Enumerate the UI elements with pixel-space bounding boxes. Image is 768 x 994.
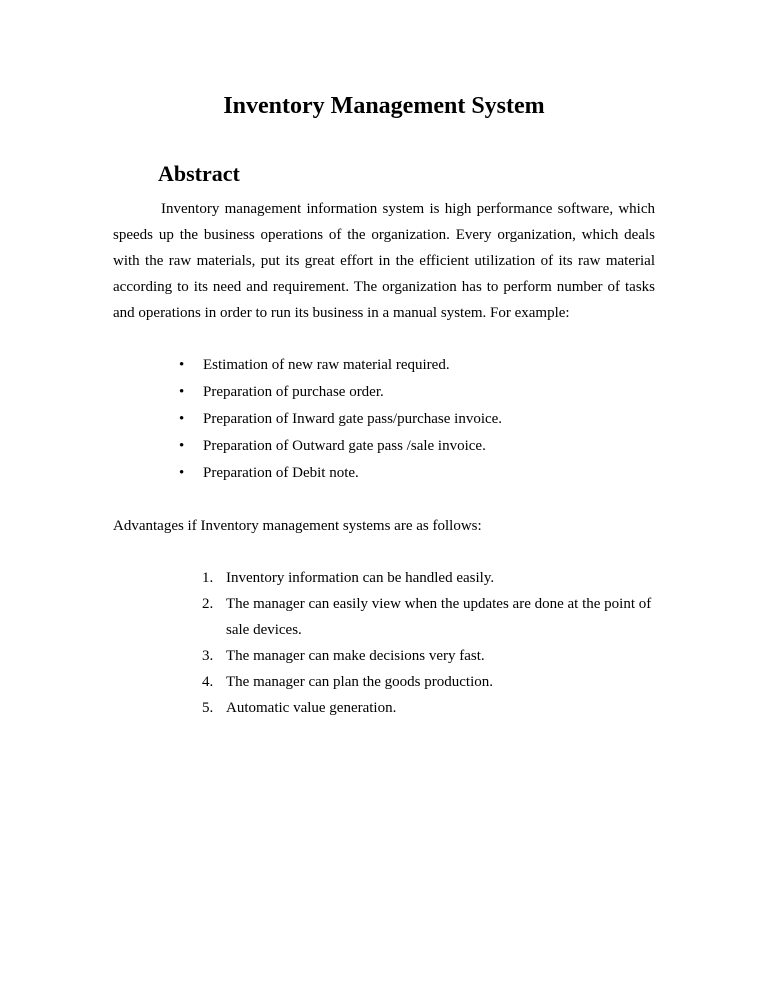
advantages-intro: Advantages if Inventory management systems are as follows:	[113, 518, 482, 534]
advantage-number: 4.	[202, 674, 214, 690]
bullet-item	[113, 406, 502, 433]
advantage-number: 1.	[202, 570, 214, 586]
bullet-item	[113, 352, 502, 379]
bullet-item-text: Preparation of Inward gate pass/purchase invoice.	[203, 411, 503, 427]
bullet-item-text: Estimation of new raw material required.	[203, 357, 450, 373]
advantage-item	[200, 695, 660, 721]
abstract-heading: Abstract	[158, 161, 240, 186]
advantage-number: 5.	[202, 700, 214, 716]
bullet-item-text: Preparation of Debit note.	[203, 465, 359, 481]
advantage-item	[200, 591, 660, 643]
bullet-item	[113, 379, 502, 406]
bullet-item	[113, 433, 502, 460]
advantage-item	[200, 643, 660, 669]
document-title: Inventory Management System	[223, 93, 545, 119]
advantage-text: The manager can easily view when the updates are done at the point of sale devices.	[226, 596, 652, 638]
advantage-item	[200, 565, 660, 591]
advantage-text: The manager can plan the goods production.	[226, 674, 493, 690]
advantage-number: 3.	[202, 648, 214, 664]
advantages-list	[200, 565, 660, 721]
advantage-number: 2.	[202, 596, 214, 612]
bullet-item-text: Preparation of Outward gate pass /sale invoice.	[203, 438, 486, 454]
bullet-point-icon: •	[179, 438, 185, 454]
task-bullet-list	[113, 352, 502, 487]
bullet-item-text: Preparation of purchase order.	[203, 384, 384, 400]
bullet-point-icon: •	[179, 357, 185, 373]
bullet-point-icon: •	[179, 384, 185, 400]
advantage-item	[200, 669, 660, 695]
advantage-text: Automatic value generation.	[226, 700, 397, 716]
advantage-text: Inventory information can be handled easily.	[226, 570, 495, 586]
bullet-item	[113, 460, 502, 487]
bullet-point-icon: •	[179, 411, 185, 427]
bullet-point-icon: •	[179, 465, 185, 481]
advantage-text: The manager can make decisions very fast.	[226, 648, 485, 664]
abstract-paragraph: Inventory management information system is high performance software, which speeds up the business operations of the organization. Every organization, which deals with the raw materials, put its great effort in the efficient utilization of its raw material according to its need and requirement. The organization has to perform number of tasks and operations in order to run its business in a manual system. For example:	[113, 201, 655, 321]
